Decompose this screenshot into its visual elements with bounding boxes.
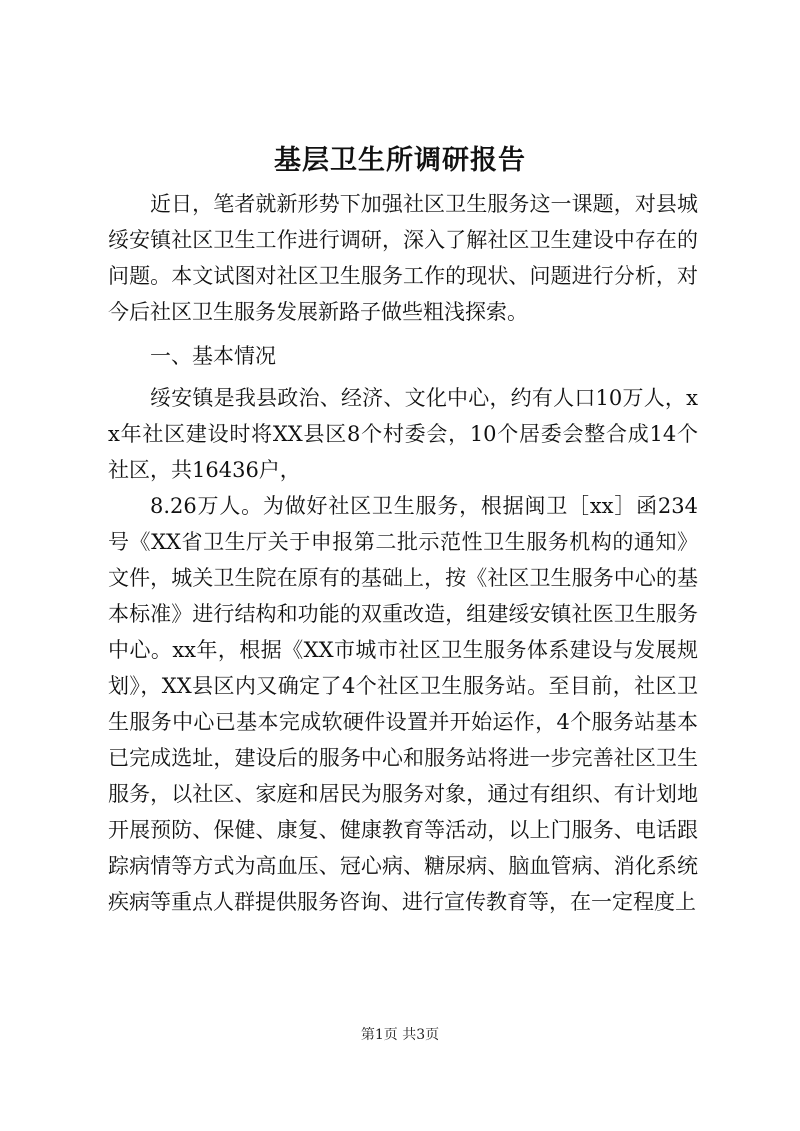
section-heading-basic-situation: 一、基本情况 bbox=[150, 344, 276, 368]
paragraph-intro: 近日，笔者就新形势下加强社区卫生服务这一课题，对县城绥安镇社区卫生工作进行调研，深入了解社区卫生建设中存在的问题。本文试图对社区卫生服务工作的现状、问题进行分析，对今后社区卫生服务发展新路子做些粗浅探索。 bbox=[108, 192, 698, 324]
document-title: 基层卫生所调研报告 bbox=[274, 145, 526, 176]
paragraph-population: 绥安镇是我县政治、经济、文化中心，约有人口10万人，xx年社区建设时将XX县区8个村委会，10个居委会整合成14个社区，共16436户， bbox=[108, 386, 698, 482]
paragraph-service-center: 8.26万人。为做好社区卫生服务，根据闽卫［xx］函234号《XX省卫生厅关于申报第二批示范性卫生服务机构的通知》文件，城关卫生院在原有的基础上，按《社区卫生服务中心的基本标准》进行结构和功能的双重改造，组建绥安镇社医卫生服务中心。xx年，根据《XX市城市社区卫生服务体系建设与发展规划》，XX县区内又确定了4个社区卫生服务站。至目前，社区卫生服务中心已基本完成软硬件设置并开始运作，4个服务站基本已完成选址，建设后的服务中心和服务站将进一步完善社区卫生服务，以社区、家庭和居民为服务对象，通过有组织、有计划地开展预防、保健、康复、健康教育等活动，以上门服务、电话跟踪病情等方式为高血压、冠心病、糖尿病、脑血管病、消化系统疾病等重点人群提供服务咨询、进行宣传教育等，在一定程度上 bbox=[108, 494, 698, 914]
document-body bbox=[108, 186, 698, 920]
page-footer: 第1页 共3页 bbox=[360, 1027, 440, 1043]
